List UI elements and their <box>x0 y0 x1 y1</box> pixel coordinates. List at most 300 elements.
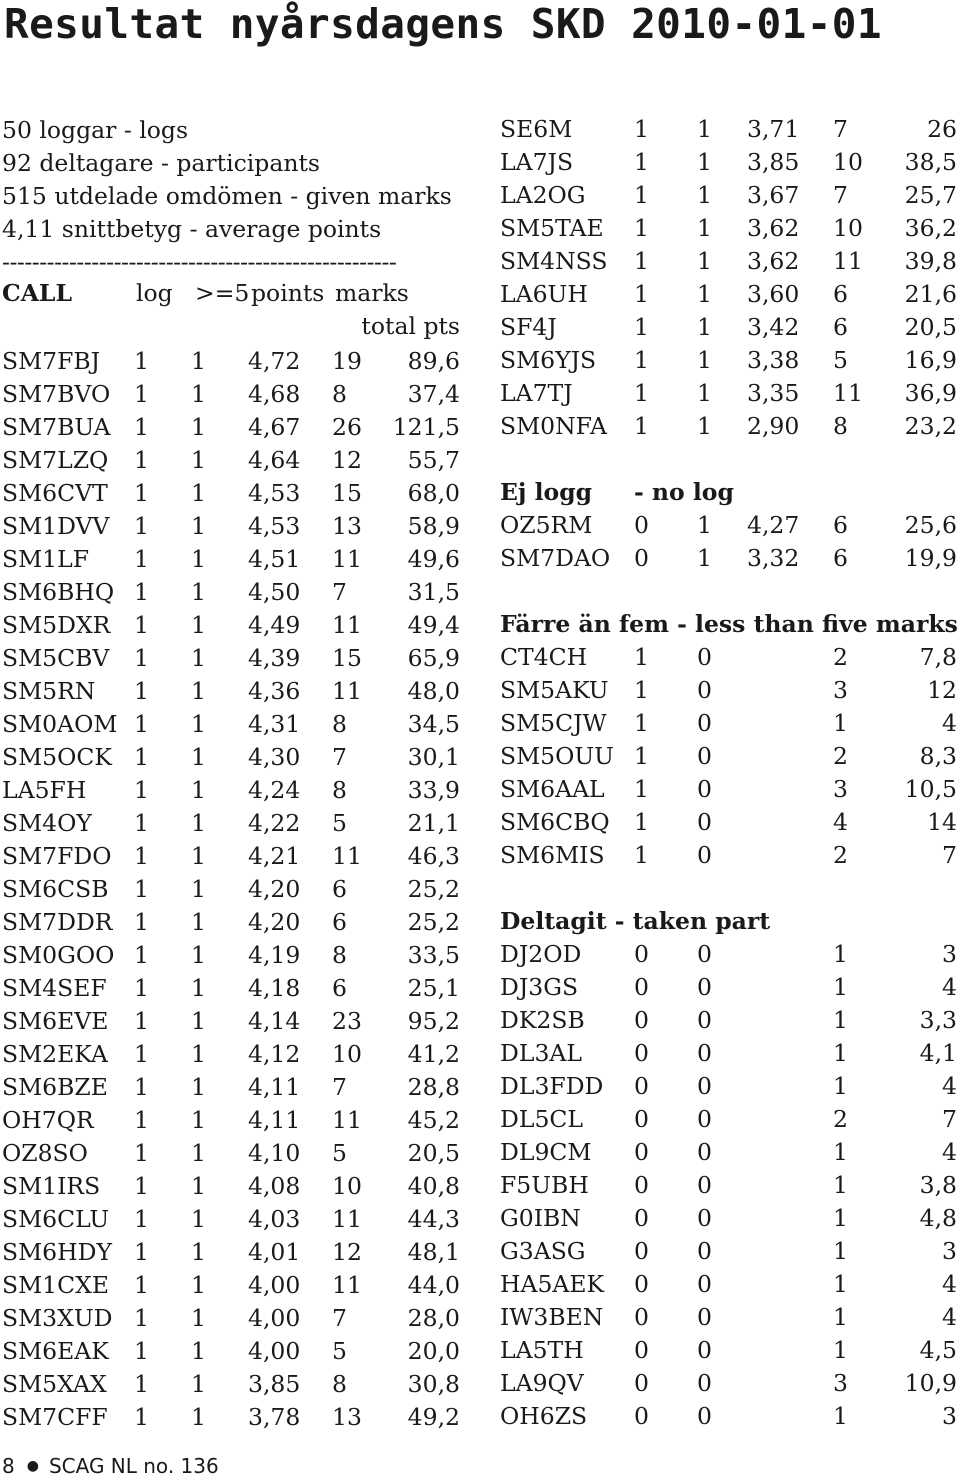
cell-total: 65,9 <box>407 644 460 672</box>
table-row <box>2 1137 460 1170</box>
cell-ge5: 0 <box>697 1237 712 1265</box>
cell-marks: 11 <box>332 545 362 573</box>
cell-log: 0 <box>634 1204 649 1232</box>
cell-points: 3,71 <box>747 115 800 143</box>
table-row <box>2 1368 460 1401</box>
cell-log: 1 <box>134 1007 149 1035</box>
cell-ge5: 0 <box>697 1072 712 1100</box>
cell-total: 25,2 <box>407 875 460 903</box>
cell-marks: 6 <box>332 908 347 936</box>
header-log: log <box>136 279 173 307</box>
cell-points: 3,32 <box>747 544 800 572</box>
cell-total: 89,6 <box>407 347 460 375</box>
cell-ge5: 1 <box>191 479 206 507</box>
cell-points <box>747 707 833 740</box>
cell-log: 1 <box>634 709 649 737</box>
cell-marks: 7 <box>332 578 347 606</box>
cell-marks: 2 <box>833 1105 848 1133</box>
table-row <box>500 740 957 773</box>
cell-total: 19,9 <box>904 544 957 572</box>
cell-call: SM6BZE <box>2 1073 108 1101</box>
table-row <box>2 1038 460 1071</box>
cell-ge5: 0 <box>697 1270 712 1298</box>
cell-call: G3ASG <box>500 1237 586 1265</box>
cell-ge5: 0 <box>697 1105 712 1133</box>
table-row <box>2 774 460 807</box>
cell-marks: 1 <box>833 1039 848 1067</box>
cell-call: DL5CL <box>500 1105 583 1133</box>
cell-points <box>747 1268 833 1301</box>
cell-marks: 8 <box>833 412 848 440</box>
cell-log: 1 <box>134 578 149 606</box>
cell-ge5: 0 <box>697 676 712 704</box>
summary-participants: 92 deltagare - participants <box>2 149 320 177</box>
cell-call: F5UBH <box>500 1171 589 1199</box>
cell-call: SM7DAO <box>500 544 611 572</box>
cell-log: 1 <box>134 1073 149 1101</box>
cell-ge5: 1 <box>191 380 206 408</box>
cell-call: SM0GOO <box>2 941 115 969</box>
cell-total: 48,0 <box>407 677 460 705</box>
cell-points: 4,00 <box>248 1271 301 1299</box>
cell-marks: 3 <box>833 676 848 704</box>
cell-ge5: 1 <box>697 412 712 440</box>
cell-log: 0 <box>634 1303 649 1331</box>
cell-call: SM5XAX <box>2 1370 107 1398</box>
cell-points: 4,39 <box>248 644 301 672</box>
cell-total: 21,1 <box>407 809 460 837</box>
table-row <box>500 377 957 410</box>
cell-call: SM4OY <box>2 809 92 837</box>
cell-marks: 2 <box>833 742 848 770</box>
table-row <box>2 1170 460 1203</box>
cell-ge5: 1 <box>191 1271 206 1299</box>
cell-log: 0 <box>634 511 649 539</box>
cell-ge5: 1 <box>191 1172 206 1200</box>
cell-ge5: 1 <box>191 842 206 870</box>
cell-call: SM6BHQ <box>2 578 115 606</box>
cell-total: 4 <box>942 1270 957 1298</box>
cell-log: 1 <box>134 842 149 870</box>
cell-ge5: 1 <box>191 908 206 936</box>
cell-marks: 1 <box>833 709 848 737</box>
cell-marks: 7 <box>833 181 848 209</box>
bullet-icon: ● <box>26 1458 39 1474</box>
no-log-table <box>500 509 957 575</box>
column-headers <box>2 279 462 345</box>
cell-points: 4,01 <box>248 1238 301 1266</box>
cell-total: 44,0 <box>407 1271 460 1299</box>
table-row <box>2 840 460 873</box>
cell-marks: 6 <box>833 280 848 308</box>
cell-call: SM6HDY <box>2 1238 112 1266</box>
table-row <box>2 1005 460 1038</box>
cell-points: 4,11 <box>248 1106 301 1134</box>
cell-ge5: 1 <box>191 941 206 969</box>
cell-marks: 1 <box>833 1006 848 1034</box>
cell-log: 1 <box>134 1370 149 1398</box>
cell-marks: 13 <box>332 1403 362 1431</box>
cell-total: 68,0 <box>407 479 460 507</box>
cell-total: 28,0 <box>407 1304 460 1332</box>
cell-ge5: 0 <box>697 775 712 803</box>
cell-call: SM7FDO <box>2 842 112 870</box>
cell-call: DL3AL <box>500 1039 582 1067</box>
cell-call: OZ8SO <box>2 1139 88 1167</box>
cell-log: 0 <box>634 940 649 968</box>
cell-ge5: 0 <box>697 1402 712 1430</box>
cell-call: DJ2OD <box>500 940 582 968</box>
cell-call: LA7TJ <box>500 379 573 407</box>
cell-marks: 4 <box>833 808 848 836</box>
cell-ge5: 1 <box>191 1106 206 1134</box>
table-row <box>2 1236 460 1269</box>
cell-total: 49,6 <box>407 545 460 573</box>
cell-total: 34,5 <box>407 710 460 738</box>
cell-ge5: 1 <box>191 1304 206 1332</box>
cell-log: 1 <box>134 710 149 738</box>
cell-points: 4,22 <box>248 809 301 837</box>
cell-ge5: 1 <box>191 446 206 474</box>
header-marks: marks <box>335 279 409 307</box>
cell-log: 1 <box>634 379 649 407</box>
cell-total: 12 <box>927 676 957 704</box>
cell-marks: 8 <box>332 941 347 969</box>
cell-points: 4,36 <box>248 677 301 705</box>
table-row <box>500 707 957 740</box>
cell-total: 48,1 <box>407 1238 460 1266</box>
table-row <box>2 1302 460 1335</box>
cell-points: 3,67 <box>747 181 800 209</box>
cell-call: IW3BEN <box>500 1303 604 1331</box>
table-row <box>500 1301 957 1334</box>
cell-total: 16,9 <box>904 346 957 374</box>
cell-total: 20,5 <box>407 1139 460 1167</box>
table-row <box>2 543 460 576</box>
cell-call: SM6CSB <box>2 875 109 903</box>
cell-marks: 12 <box>332 1238 362 1266</box>
cell-marks: 19 <box>332 347 362 375</box>
table-row <box>2 345 460 378</box>
summary-average: 4,11 snittbetyg - average points <box>2 215 382 243</box>
cell-log: 1 <box>134 974 149 1002</box>
cell-points: 4,50 <box>248 578 301 606</box>
cell-ge5: 1 <box>191 347 206 375</box>
header-call: CALL <box>2 279 72 307</box>
table-row <box>2 939 460 972</box>
table-row <box>500 245 957 278</box>
cell-points: 4,00 <box>248 1337 301 1365</box>
cell-points: 4,72 <box>248 347 301 375</box>
cell-ge5: 1 <box>191 413 206 441</box>
cell-ge5: 1 <box>697 280 712 308</box>
cell-call: SM7CFF <box>2 1403 108 1431</box>
cell-call: SM3XUD <box>2 1304 113 1332</box>
cell-total: 33,5 <box>407 941 460 969</box>
cell-log: 1 <box>634 643 649 671</box>
header-total-pts: total pts <box>361 312 460 340</box>
cell-marks: 8 <box>332 1370 347 1398</box>
cell-points <box>747 740 833 773</box>
cell-ge5: 0 <box>697 1006 712 1034</box>
table-row <box>2 477 460 510</box>
cell-log: 1 <box>634 280 649 308</box>
cell-log: 1 <box>134 545 149 573</box>
cell-total: 7 <box>942 841 957 869</box>
cell-points: 4,14 <box>248 1007 301 1035</box>
cell-total: 4,8 <box>919 1204 957 1232</box>
cell-points: 4,67 <box>248 413 301 441</box>
cell-points: 4,11 <box>248 1073 301 1101</box>
cell-call: SM6AAL <box>500 775 605 803</box>
cell-marks: 1 <box>833 1303 848 1331</box>
page-footer <box>2 1452 219 1480</box>
cell-ge5: 1 <box>191 1205 206 1233</box>
cell-ge5: 1 <box>697 346 712 374</box>
cell-marks: 10 <box>332 1172 362 1200</box>
cell-log: 1 <box>634 346 649 374</box>
cell-call: HA5AEK <box>500 1270 605 1298</box>
table-row <box>500 641 957 674</box>
table-row <box>500 1103 957 1136</box>
cell-log: 1 <box>134 611 149 639</box>
cell-ge5: 1 <box>697 115 712 143</box>
cell-total: 46,3 <box>407 842 460 870</box>
taken-part-table <box>500 938 957 1433</box>
separator-line: ----------------------------------------------------- <box>2 248 397 276</box>
table-row <box>500 1367 957 1400</box>
cell-call: DJ3GS <box>500 973 579 1001</box>
cell-marks: 3 <box>833 1369 848 1397</box>
cell-total: 7 <box>942 1105 957 1133</box>
cell-log: 1 <box>634 412 649 440</box>
cell-ge5: 0 <box>697 709 712 737</box>
cell-ge5: 1 <box>191 512 206 540</box>
cell-total: 121,5 <box>392 413 460 441</box>
cell-points <box>747 773 833 806</box>
cell-call: LA7JS <box>500 148 574 176</box>
table-row <box>2 1071 460 1104</box>
table-row <box>500 773 957 806</box>
cell-marks: 6 <box>833 313 848 341</box>
table-row <box>500 971 957 1004</box>
cell-ge5: 1 <box>191 974 206 1002</box>
cell-marks: 11 <box>332 677 362 705</box>
cell-marks: 7 <box>332 1073 347 1101</box>
cell-ge5: 1 <box>191 1040 206 1068</box>
cell-call: SM6CBQ <box>500 808 610 836</box>
cell-points: 4,51 <box>248 545 301 573</box>
cell-ge5: 1 <box>191 1007 206 1035</box>
cell-points <box>747 839 833 872</box>
cell-marks: 5 <box>332 1139 347 1167</box>
table-row <box>500 674 957 707</box>
table-row <box>2 642 460 675</box>
cell-total: 44,3 <box>407 1205 460 1233</box>
cell-marks: 13 <box>332 512 362 540</box>
cell-points <box>747 971 833 1004</box>
cell-ge5: 0 <box>697 1303 712 1331</box>
cell-marks: 1 <box>833 1336 848 1364</box>
cell-log: 1 <box>634 247 649 275</box>
cell-ge5: 1 <box>191 776 206 804</box>
section-heading-no-log: Ej logg - no log <box>500 478 734 506</box>
cell-log: 1 <box>634 181 649 209</box>
cell-total: 3 <box>942 1237 957 1265</box>
cell-ge5: 0 <box>697 1204 712 1232</box>
cell-points: 4,31 <box>248 710 301 738</box>
cell-call: SM1DVV <box>2 512 110 540</box>
cell-marks: 1 <box>833 940 848 968</box>
cell-total: 26 <box>927 115 957 143</box>
cell-log: 0 <box>634 1336 649 1364</box>
cell-points: 4,20 <box>248 875 301 903</box>
table-row <box>2 1269 460 1302</box>
table-row <box>500 344 957 377</box>
cell-points: 4,30 <box>248 743 301 771</box>
table-row <box>500 1202 957 1235</box>
cell-marks: 26 <box>332 413 362 441</box>
cell-marks: 11 <box>332 842 362 870</box>
table-row <box>500 410 957 443</box>
cell-points <box>747 1202 833 1235</box>
cell-call: OZ5RM <box>500 511 593 539</box>
cell-call: SM5AKU <box>500 676 609 704</box>
cell-call: OH6ZS <box>500 1402 588 1430</box>
cell-points: 3,62 <box>747 247 800 275</box>
table-row <box>2 378 460 411</box>
cell-ge5: 0 <box>697 841 712 869</box>
table-row <box>500 1037 957 1070</box>
cell-log: 0 <box>634 1039 649 1067</box>
cell-log: 1 <box>134 776 149 804</box>
table-row <box>500 938 957 971</box>
cell-points <box>747 1301 833 1334</box>
table-row <box>2 972 460 1005</box>
cell-points <box>747 938 833 971</box>
cell-points: 3,85 <box>248 1370 301 1398</box>
cell-log: 0 <box>634 973 649 1001</box>
cell-log: 1 <box>134 1403 149 1431</box>
cell-marks: 15 <box>332 479 362 507</box>
cell-call: SM7BUA <box>2 413 111 441</box>
cell-marks: 6 <box>833 544 848 572</box>
cell-log: 1 <box>634 148 649 176</box>
cell-total: 4 <box>942 709 957 737</box>
cell-points <box>747 1235 833 1268</box>
cell-marks: 1 <box>833 1138 848 1166</box>
table-row <box>2 807 460 840</box>
cell-marks: 11 <box>833 379 863 407</box>
cell-log: 0 <box>634 1072 649 1100</box>
table-row <box>2 444 460 477</box>
cell-total: 49,2 <box>407 1403 460 1431</box>
table-row <box>500 113 957 146</box>
cell-log: 1 <box>134 1040 149 1068</box>
cell-points: 4,68 <box>248 380 301 408</box>
cell-total: 95,2 <box>407 1007 460 1035</box>
cell-marks: 5 <box>332 1337 347 1365</box>
table-row <box>500 542 957 575</box>
cell-points: 4,10 <box>248 1139 301 1167</box>
cell-log: 1 <box>634 841 649 869</box>
cell-total: 21,6 <box>904 280 957 308</box>
cell-total: 4 <box>942 1138 957 1166</box>
cell-total: 23,2 <box>904 412 957 440</box>
cell-marks: 10 <box>833 148 863 176</box>
cell-marks: 12 <box>332 446 362 474</box>
table-row <box>500 1004 957 1037</box>
cell-points: 4,53 <box>248 479 301 507</box>
cell-marks: 1 <box>833 1204 848 1232</box>
cell-marks: 23 <box>332 1007 362 1035</box>
table-row <box>2 1401 460 1434</box>
table-row <box>500 212 957 245</box>
cell-call: SM4SEF <box>2 974 107 1002</box>
cell-log: 1 <box>134 743 149 771</box>
cell-marks: 8 <box>332 380 347 408</box>
cell-log: 1 <box>134 875 149 903</box>
cell-call: SM4NSS <box>500 247 608 275</box>
cell-call: LA5FH <box>2 776 87 804</box>
cell-log: 1 <box>134 347 149 375</box>
cell-call: SF4J <box>500 313 557 341</box>
cell-total: 3 <box>942 940 957 968</box>
cell-marks: 10 <box>833 214 863 242</box>
cell-total: 58,9 <box>407 512 460 540</box>
cell-log: 1 <box>134 1304 149 1332</box>
cell-marks: 11 <box>332 611 362 639</box>
results-table-right <box>500 113 957 443</box>
table-row <box>2 906 460 939</box>
cell-points: 4,21 <box>248 842 301 870</box>
table-row <box>500 1136 957 1169</box>
cell-log: 1 <box>134 1106 149 1134</box>
cell-ge5: 1 <box>191 710 206 738</box>
cell-points <box>747 1400 833 1433</box>
cell-ge5: 1 <box>191 809 206 837</box>
cell-ge5: 1 <box>191 743 206 771</box>
table-row <box>500 509 957 542</box>
cell-total: 10,5 <box>904 775 957 803</box>
cell-total: 39,8 <box>904 247 957 275</box>
cell-marks: 7 <box>332 1304 347 1332</box>
cell-call: SM6YJS <box>500 346 597 374</box>
table-row <box>2 411 460 444</box>
cell-log: 0 <box>634 1138 649 1166</box>
cell-marks: 3 <box>833 775 848 803</box>
header-points: points <box>251 279 325 307</box>
cell-total: 7,8 <box>919 643 957 671</box>
cell-log: 0 <box>634 1402 649 1430</box>
cell-ge5: 1 <box>191 644 206 672</box>
cell-call: SM5TAE <box>500 214 604 242</box>
cell-ge5: 1 <box>697 214 712 242</box>
cell-call: DK2SB <box>500 1006 585 1034</box>
cell-marks: 5 <box>833 346 848 374</box>
cell-call: SM0NFA <box>500 412 607 440</box>
cell-ge5: 0 <box>697 1138 712 1166</box>
cell-ge5: 1 <box>697 511 712 539</box>
cell-ge5: 1 <box>697 544 712 572</box>
cell-points: 4,27 <box>747 511 800 539</box>
cell-points: 3,78 <box>248 1403 301 1431</box>
cell-points: 4,49 <box>248 611 301 639</box>
cell-total: 30,1 <box>407 743 460 771</box>
cell-points: 3,38 <box>747 346 800 374</box>
cell-call: SM1IRS <box>2 1172 101 1200</box>
cell-total: 49,4 <box>407 611 460 639</box>
